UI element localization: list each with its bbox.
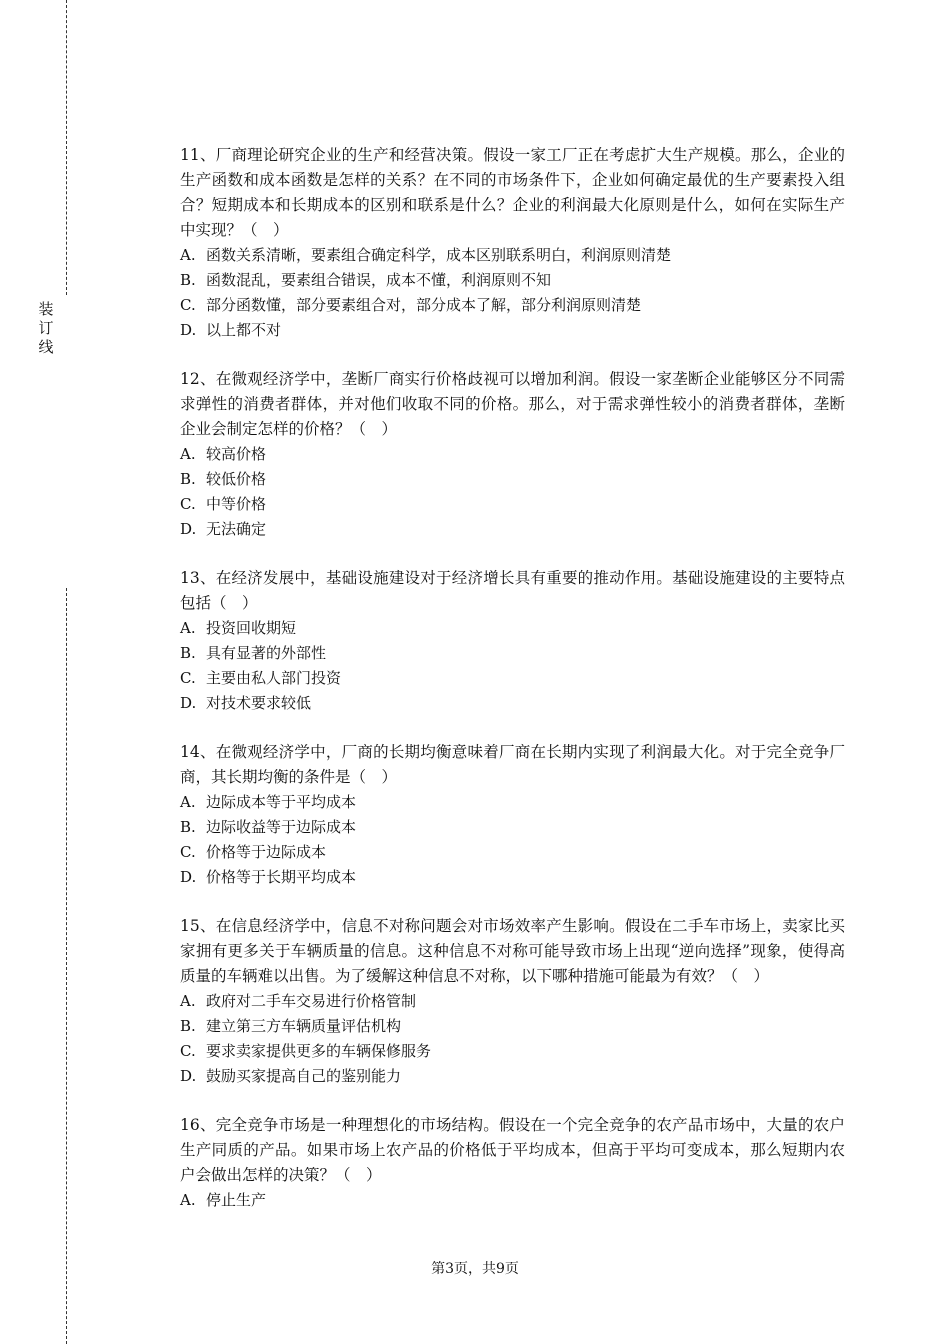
question-14: [180, 740, 845, 890]
option-a[interactable]: [180, 243, 845, 268]
option-text: 函数关系清晰，要素组合确定科学，成本区别联系明白，利润原则清楚: [206, 246, 672, 264]
option-text: 停止生产: [206, 1191, 267, 1209]
option-text: 价格等于边际成本: [206, 843, 327, 861]
option-d[interactable]: [180, 865, 845, 890]
option-letter: D.: [180, 520, 197, 538]
option-text: 鼓励买家提高自己的鉴别能力: [206, 1067, 402, 1085]
option-text: 对技术要求较低: [206, 694, 312, 712]
option-letter: A.: [180, 246, 196, 264]
option-c[interactable]: [180, 293, 845, 318]
option-letter: B.: [180, 271, 196, 289]
page-number: 第3页，共9页: [431, 1261, 519, 1277]
binding-char: 线: [38, 338, 54, 356]
binding-char: 订: [38, 319, 54, 337]
option-letter: D.: [180, 321, 197, 339]
option-letter: C.: [180, 296, 196, 314]
question-13: [180, 566, 845, 716]
option-text: 边际成本等于平均成本: [206, 793, 357, 811]
option-text: 函数混乱，要素组合错误，成本不懂，利润原则不知: [206, 271, 552, 289]
option-letter: A.: [180, 1191, 196, 1209]
option-letter: B.: [180, 644, 196, 662]
option-text: 部分函数懂，部分要素组合对，部分成本了解，部分利润原则清楚: [206, 296, 642, 314]
option-letter: C.: [180, 669, 196, 687]
option-c[interactable]: [180, 666, 845, 691]
option-d[interactable]: [180, 318, 845, 343]
option-text: 投资回收期短: [206, 619, 297, 637]
option-a[interactable]: [180, 616, 845, 641]
option-text: 价格等于长期平均成本: [206, 868, 357, 886]
option-b[interactable]: [180, 1014, 845, 1039]
option-a[interactable]: [180, 442, 845, 467]
option-d[interactable]: [180, 1064, 845, 1089]
option-b[interactable]: [180, 268, 845, 293]
option-text: 较低价格: [206, 470, 267, 488]
binding-label: [36, 300, 56, 357]
option-letter: A.: [180, 619, 196, 637]
option-a[interactable]: [180, 790, 845, 815]
option-text: 以上都不对: [206, 321, 282, 339]
binding-char: 装: [38, 300, 54, 318]
question-15: [180, 914, 845, 1089]
option-letter: A.: [180, 793, 196, 811]
question-stem: 12、在微观经济学中，垄断厂商实行价格歧视可以增加利润。假设一家垄断企业能够区分不同需求弹性的消费者群体，并对他们收取不同的价格。那么，对于需求弹性较小的消费者群体，垄断企业会制定怎样的价格？（ ）: [180, 370, 845, 438]
option-c[interactable]: [180, 840, 845, 865]
option-letter: B.: [180, 818, 196, 836]
option-a[interactable]: [180, 989, 845, 1014]
binding-dashed-line-bottom: [66, 588, 67, 1344]
option-text: 具有显著的外部性: [206, 644, 327, 662]
option-text: 边际收益等于边际成本: [206, 818, 357, 836]
question-12: [180, 367, 845, 542]
option-letter: D.: [180, 1067, 197, 1085]
option-d[interactable]: [180, 517, 845, 542]
question-stem: 13、在经济发展中，基础设施建设对于经济增长具有重要的推动作用。基础设施建设的主要特点包括（ ）: [180, 569, 845, 612]
option-letter: D.: [180, 694, 197, 712]
option-text: 主要由私人部门投资: [206, 669, 342, 687]
question-stem: 11、厂商理论研究企业的生产和经营决策。假设一家工厂正在考虑扩大生产规模。那么，企业的生产函数和成本函数是怎样的关系？在不同的市场条件下，企业如何确定最优的生产要素投入组合？短期成本和长期成本的区别和联系是什么？企业的利润最大化原则是什么，如何在实际生产中实现？（ ）: [180, 146, 845, 239]
question-16: [180, 1113, 845, 1213]
binding-dashed-line-top: [66, 0, 67, 295]
option-letter: B.: [180, 470, 196, 488]
option-letter: A.: [180, 992, 196, 1010]
option-letter: C.: [180, 843, 196, 861]
option-text: 中等价格: [206, 495, 267, 513]
option-letter: C.: [180, 1042, 196, 1060]
option-a[interactable]: [180, 1188, 845, 1213]
question-11: [180, 143, 845, 343]
option-letter: B.: [180, 1017, 196, 1035]
option-b[interactable]: [180, 641, 845, 666]
option-text: 较高价格: [206, 445, 267, 463]
option-text: 政府对二手车交易进行价格管制: [206, 992, 417, 1010]
option-letter: C.: [180, 495, 196, 513]
question-list: [180, 143, 845, 1237]
option-text: 无法确定: [206, 520, 267, 538]
option-b[interactable]: [180, 815, 845, 840]
question-stem: 15、在信息经济学中，信息不对称问题会对市场效率产生影响。假设在二手车市场上，卖家比买家拥有更多关于车辆质量的信息。这种信息不对称可能导致市场上出现“逆向选择”现象，使得高质量的车辆难以出售。为了缓解这种信息不对称，以下哪种措施可能最为有效？（ ）: [180, 917, 845, 985]
question-stem: 16、完全竞争市场是一种理想化的市场结构。假设在一个完全竞争的农产品市场中，大量的农户生产同质的产品。如果市场上农产品的价格低于平均成本，但高于平均可变成本，那么短期内农户会做出怎样的决策？（ ）: [180, 1116, 845, 1184]
option-text: 要求卖家提供更多的车辆保修服务: [206, 1042, 432, 1060]
option-d[interactable]: [180, 691, 845, 716]
question-stem: 14、在微观经济学中，厂商的长期均衡意味着厂商在长期内实现了利润最大化。对于完全竞争厂商，其长期均衡的条件是（ ）: [180, 743, 845, 786]
option-c[interactable]: [180, 1039, 845, 1064]
option-text: 建立第三方车辆质量评估机构: [206, 1017, 402, 1035]
option-b[interactable]: [180, 467, 845, 492]
option-c[interactable]: [180, 492, 845, 517]
option-letter: D.: [180, 868, 197, 886]
option-letter: A.: [180, 445, 196, 463]
